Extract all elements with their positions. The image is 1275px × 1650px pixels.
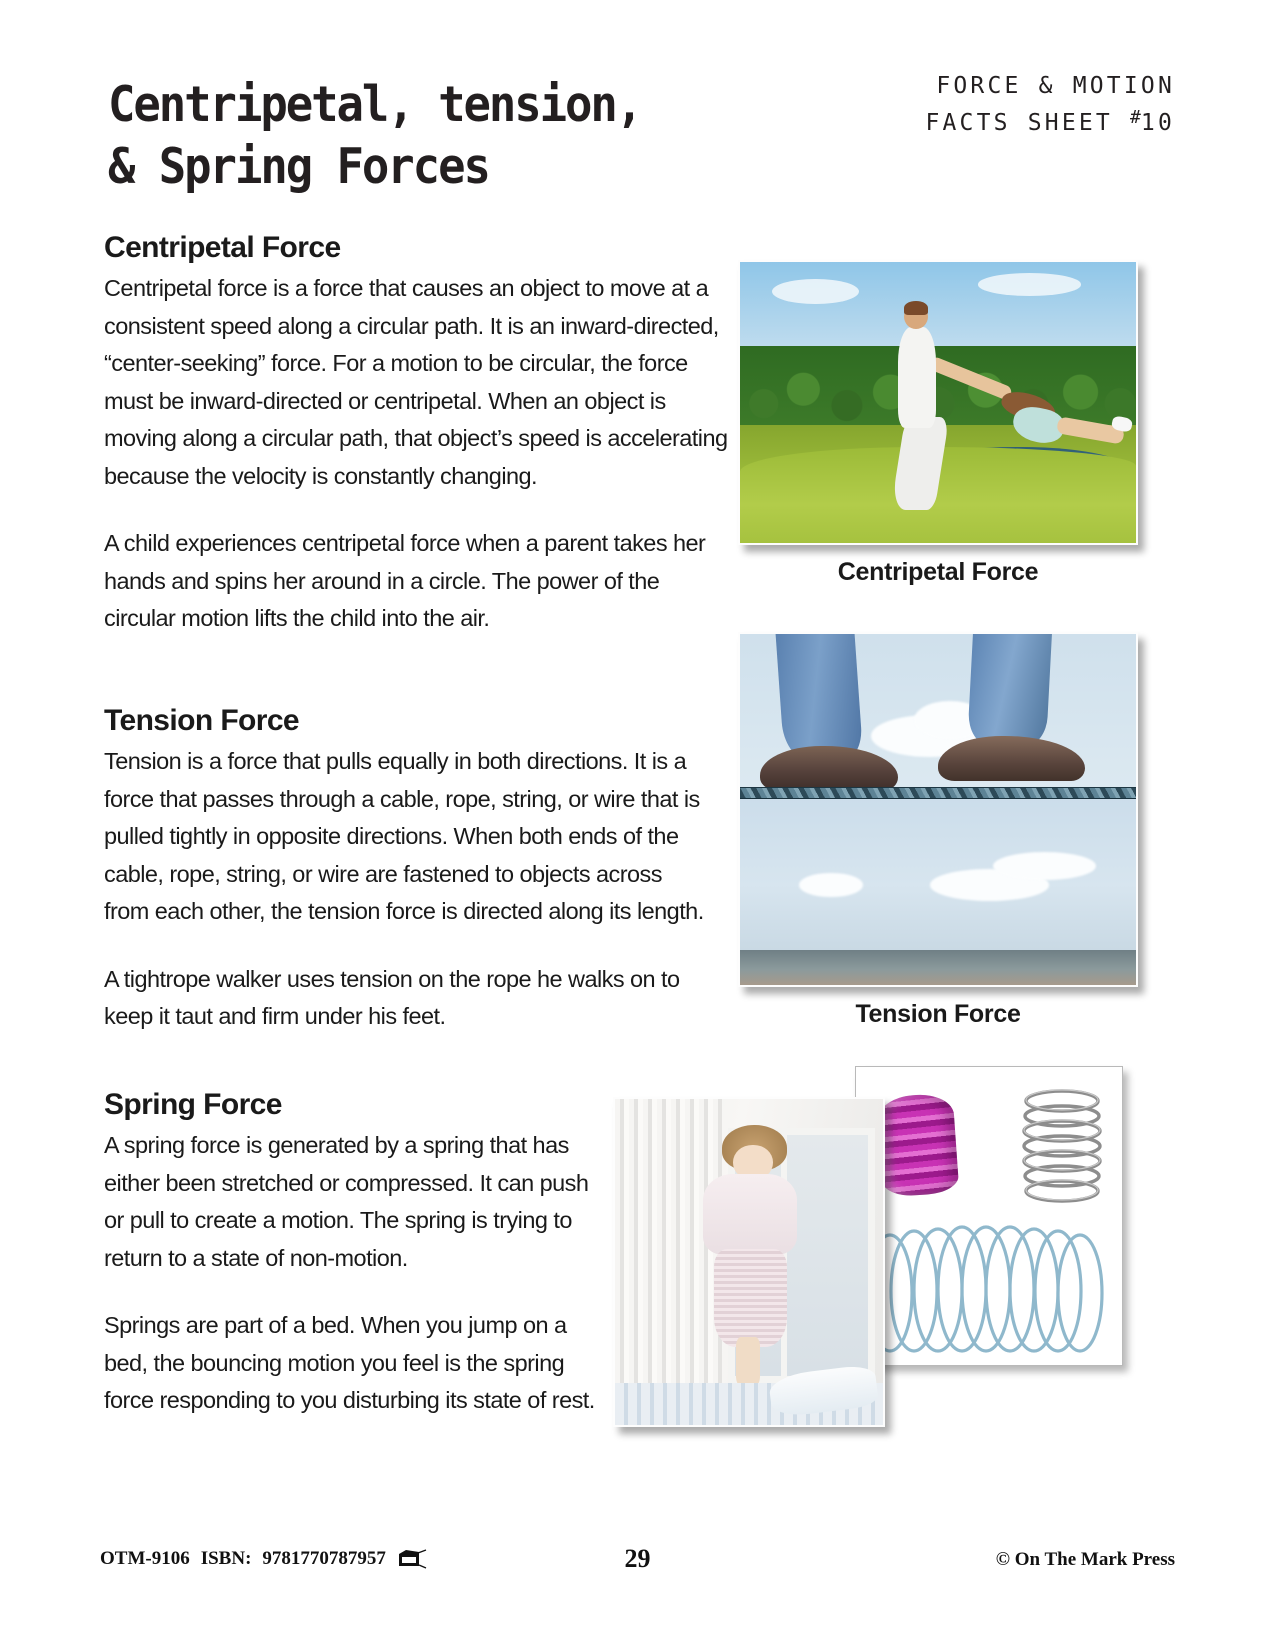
centripetal-photo <box>738 260 1138 545</box>
section-paragraph-tension-1: Tension is a force that pulls equally in both directions. It is a force that passes through a cable, rope, string, or wire that is pulled tightly in opposite directions. When both ends of the cable, rope, string, or wire are fastened to objects across from each other, the tension force is directed along its length. <box>104 748 704 924</box>
paragraph-spacer <box>104 931 709 961</box>
section-spring <box>104 1087 604 1420</box>
figure-centripetal <box>738 260 1138 587</box>
cloud-shape <box>993 852 1096 880</box>
section-heading-centripetal: Centripetal Force <box>104 231 341 264</box>
jeans-right-leg <box>967 634 1052 746</box>
section-paragraph-centripetal-1: Centripetal force is a force that causes an object to move at a consistent speed along a circular path. It is an inward-directed, “center-seeking” force. For a motion to be circular, the force must be inward-directed or centripetal. When an object is moving along a circular path, that object’s speed is accelerating because the velocity is constantly changing. <box>104 275 728 489</box>
product-code: OTM-9106 <box>100 1548 190 1569</box>
spring-illustration <box>855 1066 1123 1366</box>
figure-caption-centripetal: Centripetal Force <box>837 558 1039 586</box>
man-hair <box>904 301 929 315</box>
curtain-shape <box>615 1099 722 1399</box>
section-centripetal <box>104 230 732 638</box>
page-header <box>100 62 1175 222</box>
bed-photo <box>613 1097 885 1427</box>
section-tension <box>104 703 709 1036</box>
sheet-meta <box>925 70 1175 139</box>
isbn-number: 9781770787957 <box>262 1548 386 1569</box>
tightrope <box>740 787 1136 799</box>
figure-tension <box>738 632 1138 1029</box>
page-number: 29 <box>624 1544 651 1573</box>
section-paragraph-centripetal-2: A child experiences centripetal force when a parent takes her hands and spins her around in a circle. The power of the circular motion lifts the child into the air. <box>104 530 706 631</box>
paragraph-spacer <box>104 1277 604 1307</box>
cloud-shape <box>978 273 1081 295</box>
sheet-number: 10 <box>1140 110 1175 136</box>
page-footer <box>100 1544 1175 1588</box>
hash-symbol: # <box>1130 107 1141 128</box>
man-body <box>898 327 936 428</box>
jeans-left-leg <box>775 634 863 760</box>
blue-slinky-spring <box>862 1219 1108 1359</box>
copyright-notice: © On The Mark Press <box>995 1549 1175 1570</box>
series-label: FORCE & MOTION <box>936 73 1175 99</box>
section-heading-tension: Tension Force <box>104 704 300 737</box>
section-paragraph-spring-2: Springs are part of a bed. When you jump on a bed, the bouncing motion you feel is the spring force responding to you disturbing its state of rest. <box>104 1312 595 1413</box>
cloud-shape <box>799 873 862 898</box>
grey-metal-spring <box>1016 1087 1108 1211</box>
tension-photo <box>738 632 1138 987</box>
distant-ground <box>740 950 1136 985</box>
sheet-prefix: FACTS SHEET <box>925 110 1113 136</box>
page-title-line1: Centripetal, tension, <box>108 76 642 133</box>
girl-pyjama-top <box>703 1174 797 1256</box>
sheet-label <box>925 102 1175 139</box>
isbn-label: ISBN: <box>200 1548 252 1569</box>
paragraph-spacer <box>104 495 732 525</box>
figure-caption-tension: Tension Force <box>855 1000 1021 1028</box>
section-paragraph-tension-2: A tightrope walker uses tension on the rope he walks on to keep it taut and firm under his feet. <box>104 965 680 1029</box>
pink-coil-spring <box>877 1092 960 1197</box>
page-title <box>108 74 685 198</box>
cloud-shape <box>772 279 859 304</box>
figure-springs <box>855 1066 1123 1366</box>
section-paragraph-spring-1: A spring force is generated by a spring that has either been stretched or compressed. It can push or pull to create a motion. The spring is trying to return to a state of non-motion. <box>104 1132 589 1271</box>
page-title-line2: & Spring Forces <box>108 138 489 195</box>
figure-bed <box>613 1097 885 1427</box>
girl-pyjama-pants <box>714 1249 786 1347</box>
section-heading-spring: Spring Force <box>104 1088 282 1121</box>
girl-leg <box>736 1337 760 1386</box>
